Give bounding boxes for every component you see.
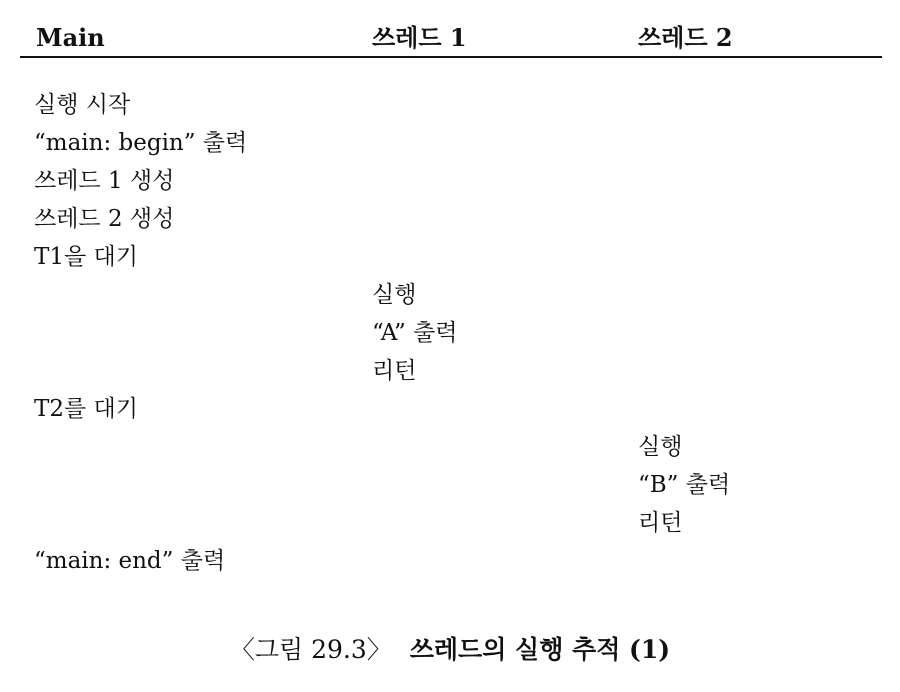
thread-1-cell: 리턴 [372, 358, 417, 384]
trace-row [0, 466, 900, 504]
trace-row [0, 238, 900, 276]
thread-2-cell: 실행 [638, 434, 683, 460]
main-column-header: Main [36, 23, 105, 52]
main-cell: 쓰레드 1 생성 [34, 168, 175, 194]
trace-row [0, 276, 900, 314]
trace-row [0, 352, 900, 390]
trace-row [0, 390, 900, 428]
figure-title: 쓰레드의 실행 추적 (1) [409, 635, 671, 664]
trace-row [0, 86, 900, 124]
main-cell: 쓰레드 2 생성 [34, 206, 175, 232]
thread-2-cell: 리턴 [638, 510, 683, 536]
figure-number: 〈그림 29.3〉 [229, 635, 392, 664]
thread-1-cell: 실행 [372, 282, 417, 308]
main-cell: “main: begin” 출력 [34, 130, 248, 156]
trace-row [0, 162, 900, 200]
thread-trace-table [0, 86, 900, 586]
trace-row [0, 428, 900, 466]
trace-row [0, 504, 900, 542]
table-header [0, 0, 900, 56]
trace-row [0, 200, 900, 238]
header-divider-line [20, 56, 882, 58]
main-cell: 실행 시작 [34, 92, 131, 118]
trace-row [0, 314, 900, 352]
thread-2-cell: “B” 출력 [638, 472, 731, 498]
thread-2-column-header: 쓰레드 2 [638, 23, 733, 52]
figure-caption [0, 633, 900, 673]
main-cell: “main: end” 출력 [34, 548, 226, 574]
trace-row [0, 542, 900, 580]
main-cell: T1을 대기 [34, 244, 138, 270]
trace-row [0, 124, 900, 162]
thread-1-cell: “A” 출력 [372, 320, 458, 346]
thread-1-column-header: 쓰레드 1 [372, 23, 467, 52]
main-cell: T2를 대기 [34, 396, 138, 422]
